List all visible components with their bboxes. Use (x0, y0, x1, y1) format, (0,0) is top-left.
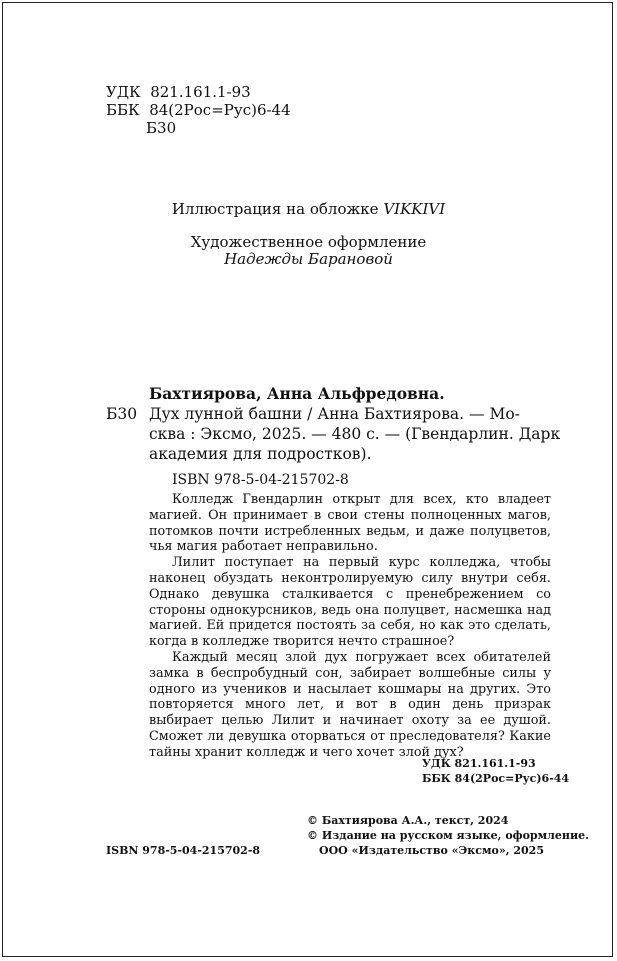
annotation (149, 492, 551, 761)
copyright-publisher: ООО «Издательство «Эксмо», 2025 (319, 844, 544, 857)
footer-bbk: ББК 84(2Рос=Рус)6-44 (422, 772, 570, 785)
design-artist: Надежды Барановой (224, 250, 393, 268)
bottom-isbn: ISBN 978-5-04-215702-8 (106, 844, 261, 857)
cover-prefix: Иллюстрация на обложке (171, 200, 379, 218)
udk-label: УДК (106, 83, 141, 101)
bib-mark: Б30 (106, 405, 138, 423)
bib-line-3: академия для подростков). (149, 445, 372, 463)
footer-udk: УДК 821.161.1-93 (422, 757, 536, 770)
bib-line-1: Дух лунной башни / Анна Бахтиярова. — Мо- (149, 405, 520, 423)
annotation-paragraph: Лилит поступает на первый курс колледжа, чтобы наконец обуздать неконтролируемую силу внутри себя. Однако девушка сталкивается с пренебрежением со стороны однокурсников, ведь она полуцвет, насмешка над магией. Ей придется постоять за себя, но как это сделать, когда в колледже творится нечто страшное? (149, 555, 551, 650)
design-label: Художественное оформление (190, 233, 427, 251)
bbk-label: ББК (106, 101, 140, 119)
annotation-paragraph: Колледж Гвендарлин открыт для всех, кто владеет магией. Он принимает в свои стены полноценных магов, потомков почти истребленных ведьм, и даже полуцветов, чья магия работает неправильно. (149, 492, 551, 555)
isbn: ISBN 978-5-04-215702-8 (172, 472, 349, 488)
bbk-value: 84(2Рос=Рус)6-44 (149, 101, 291, 119)
copyright-text: © Бахтиярова А.А., текст, 2024 (307, 814, 509, 827)
udk-line (106, 83, 251, 101)
annotation-paragraph: Каждый месяц злой дух погружает всех обитателей замка в беспробудный сон, забирает волшебные силы у одного из учеников и насылает кошмары на других. Это повторяется много лет, и вот в один день призрак выбирает целью Лилит и начинает охоту за ее душой. Сможет ли девушка оторваться от преследователя? Какие тайны хранит колледж и чего хочет злой дух? (149, 649, 551, 760)
author-heading: Бахтиярова, Анна Альфредовна. (149, 384, 445, 403)
bbk-line (106, 101, 291, 119)
bib-line-2: сква : Эксмо, 2025. — 480 с. — (Гвендарлин. Дарк (149, 425, 561, 443)
cover-artist: VIKKIVI (383, 200, 446, 218)
cover-illustration-credit (0, 200, 617, 218)
author-mark: Б30 (146, 119, 177, 137)
copyright-edition: © Издание на русском языке, оформление. (307, 829, 589, 842)
udk-value: 821.161.1-93 (150, 83, 251, 101)
